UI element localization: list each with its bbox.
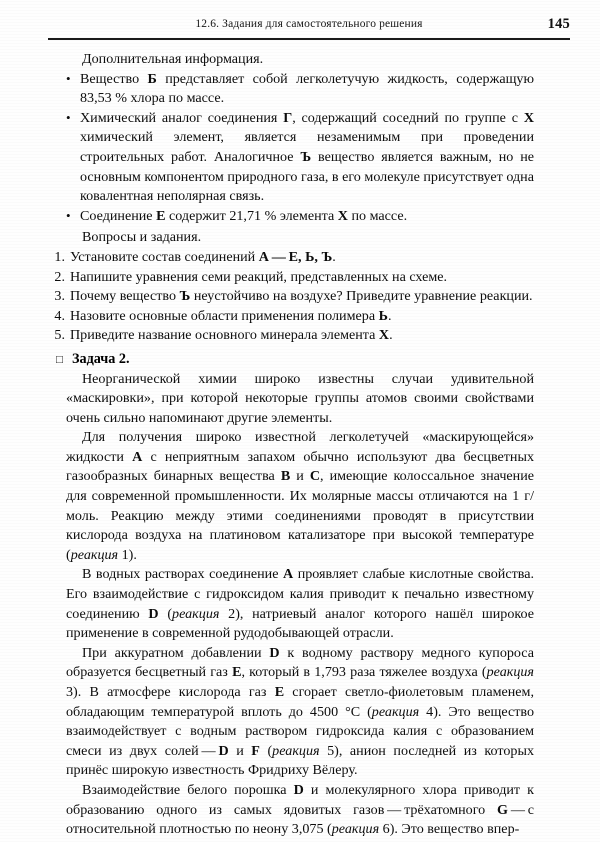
italic-reaction-label: реакция xyxy=(486,664,534,681)
compound-label-yer: Ъ xyxy=(300,148,312,165)
text-run: 2), натриевый аналог которого нашёл широкое применение в современной рудодобывающей отрасли. xyxy=(66,605,534,642)
question-text-pre: Установите состав соединений xyxy=(70,248,259,265)
text-run: 5), анион последней из которых принёс широкую известность Фридриху Вёлеру. xyxy=(66,742,534,779)
element-label-x: X xyxy=(523,109,534,126)
question-bold: А — Е, Ь, Ъ xyxy=(258,248,333,265)
bold-symbol: D xyxy=(293,781,304,798)
bold-symbol: D xyxy=(269,644,280,661)
question-number: 3. xyxy=(54,288,65,305)
bullet-icon: • xyxy=(66,110,71,126)
text-run: ( xyxy=(259,742,273,759)
question-item-5 xyxy=(48,326,534,346)
question-text-pre: Приведите название основного минерала элемента xyxy=(70,327,379,344)
text-run: 3). В атмосфере кислорода газ xyxy=(66,684,275,700)
question-item-2 xyxy=(48,268,534,288)
text-run: Для получения широко известной легколетучей «маскирующейся» жидкости xyxy=(66,429,534,465)
paragraph-1 xyxy=(66,370,534,429)
question-text-pre: Назовите основные области применения полимера xyxy=(70,307,379,324)
additional-info-list xyxy=(66,70,534,227)
question-text-post: . xyxy=(387,307,392,324)
task-title: Задача 2. xyxy=(72,350,130,367)
bold-symbol: A xyxy=(132,448,143,465)
bold-symbol: D xyxy=(218,742,229,759)
text-run: ( xyxy=(158,605,173,622)
list-item xyxy=(66,207,534,227)
question-number: 4. xyxy=(54,307,65,324)
text-run: 6). Это вещество впер- xyxy=(379,821,520,838)
italic-reaction-label: реакция xyxy=(272,742,320,759)
question-text-post: . xyxy=(389,327,393,344)
intro-line: Дополнительная информация. xyxy=(82,51,264,67)
italic-reaction-label: реакция xyxy=(70,546,119,563)
text-run: , который в 1,793 раза тяжелее воздуха ( xyxy=(241,664,487,681)
bold-symbol: E xyxy=(232,664,242,681)
compound-label-g: Г xyxy=(283,109,293,126)
paragraph-4 xyxy=(66,644,534,781)
text-run: При аккуратном добавлении xyxy=(82,644,270,661)
text-run: Неорганической химии широко известны случаи удивительной «маскировки», при которой некоторые группы атомов своими свойствами очень сильно напоминают другие элементы. xyxy=(66,370,534,426)
element-label-x: X xyxy=(337,207,348,224)
bold-symbol: E xyxy=(274,684,285,700)
questions-list xyxy=(54,248,534,346)
text-run: к водному раствору медного купороса образуется бесцветный газ xyxy=(66,644,534,681)
list-item-text-3: химический элемент, является незаменимым при проведении строительных работ. Аналогичное xyxy=(80,129,534,165)
compound-label-b: Б xyxy=(147,70,157,87)
question-bold: Ь xyxy=(378,307,388,324)
list-item-text-4: вещество является важным, но не основным компонентом природного газа, в его молекуле присутствует одна ковалентная неполярная связь. xyxy=(80,148,534,205)
question-number: 5. xyxy=(54,327,65,344)
text-run: и молекулярного хлора приводит к образованию одного из самых ядовитых газов — трёхатомного xyxy=(66,781,534,818)
italic-reaction-label: реакция xyxy=(172,605,220,622)
text-run: с неприятным запахом обычно используют два бесцветных газообразных бинарных вещества xyxy=(66,448,534,485)
question-text-post: неустойчиво на воздухе? Приведите уравнение реакции. xyxy=(190,288,533,305)
question-number: 1. xyxy=(54,248,65,265)
header-rule xyxy=(48,38,570,40)
question-number: 2. xyxy=(54,268,65,285)
question-item-4 xyxy=(48,307,534,327)
page-body xyxy=(54,50,535,840)
running-head-title: 12.6. Задания для самостоятельного решения xyxy=(195,18,423,30)
paragraph-2 xyxy=(66,428,534,565)
list-item-text-1: Химический аналог соединения xyxy=(80,109,284,126)
text-run: , имеющие колоссальное значение для современной промышленности. Их молярные массы отличаются на 1 г/моль. Реакцию между этими соединениями проводят в присутствии кислорода воздуха на платиновом катализаторе при высокой температуре ( xyxy=(66,468,535,563)
question-text-pre: Напишите уравнения семи реакций, представленных на схеме. xyxy=(70,268,448,285)
compound-label-e: Е xyxy=(156,207,166,224)
question-text-post: . xyxy=(332,248,336,265)
text-run: 1). xyxy=(118,546,137,563)
task-heading xyxy=(56,350,534,370)
bold-symbol: G xyxy=(497,801,508,818)
bold-symbol: B xyxy=(280,468,291,485)
list-item xyxy=(66,70,534,109)
text-run: Взаимодействие белого порошка xyxy=(82,781,294,798)
italic-reaction-label: реакция xyxy=(331,821,380,838)
bold-symbol: C xyxy=(309,468,321,485)
text-run: В водных растворах соединение xyxy=(82,566,283,583)
question-bold: Ъ xyxy=(179,288,191,305)
list-item-text-post: представляет собой легколетучую жидкость, содержащую 83,53 % хлора по массе. xyxy=(80,70,534,107)
bullet-icon: • xyxy=(66,208,71,224)
question-item-1 xyxy=(48,248,534,268)
text-run: и xyxy=(228,742,252,759)
list-item-text-mid: содержит 21,71 % элемента xyxy=(165,207,338,224)
bold-symbol: D xyxy=(148,605,159,622)
text-run: проявляет слабые кислотные свойства. Его взаимодействие с гидроксидом калия приводит к печально известному соединению xyxy=(66,566,534,622)
list-item-text-pre: Вещество xyxy=(80,70,148,87)
list-item xyxy=(66,109,534,207)
list-item-text-post: по массе. xyxy=(347,207,408,224)
running-head xyxy=(48,18,570,40)
question-bold: X xyxy=(378,327,390,344)
paragraph-5 xyxy=(66,781,534,840)
list-item-text-2: , содержащий соседний по группе с xyxy=(292,109,524,126)
text-run: 4). Это вещество взаимодействует с водным раствором гидроксида калия с образованием смеси из двух солей — xyxy=(66,703,534,759)
bold-symbol: F xyxy=(251,742,260,759)
text-run: — с относительной плотностью по неону 3,075 ( xyxy=(66,801,534,838)
list-item-text-pre: Соединение xyxy=(80,207,157,224)
square-marker-icon: □ xyxy=(56,353,63,366)
paragraph-3 xyxy=(66,565,534,643)
bold-symbol: A xyxy=(282,566,294,583)
text-run: сгорает светло-фиолетовым пламенем, обладающим температурой вплоть до 4500 °C ( xyxy=(66,684,534,720)
question-item-3 xyxy=(48,287,534,307)
bullet-icon: • xyxy=(66,71,71,87)
question-text-pre: Почему вещество xyxy=(70,288,180,305)
text-run: и xyxy=(290,468,310,485)
italic-reaction-label: реакция xyxy=(371,703,420,720)
page-number: 145 xyxy=(547,16,570,32)
questions-heading: Вопросы и задания. xyxy=(82,229,202,246)
